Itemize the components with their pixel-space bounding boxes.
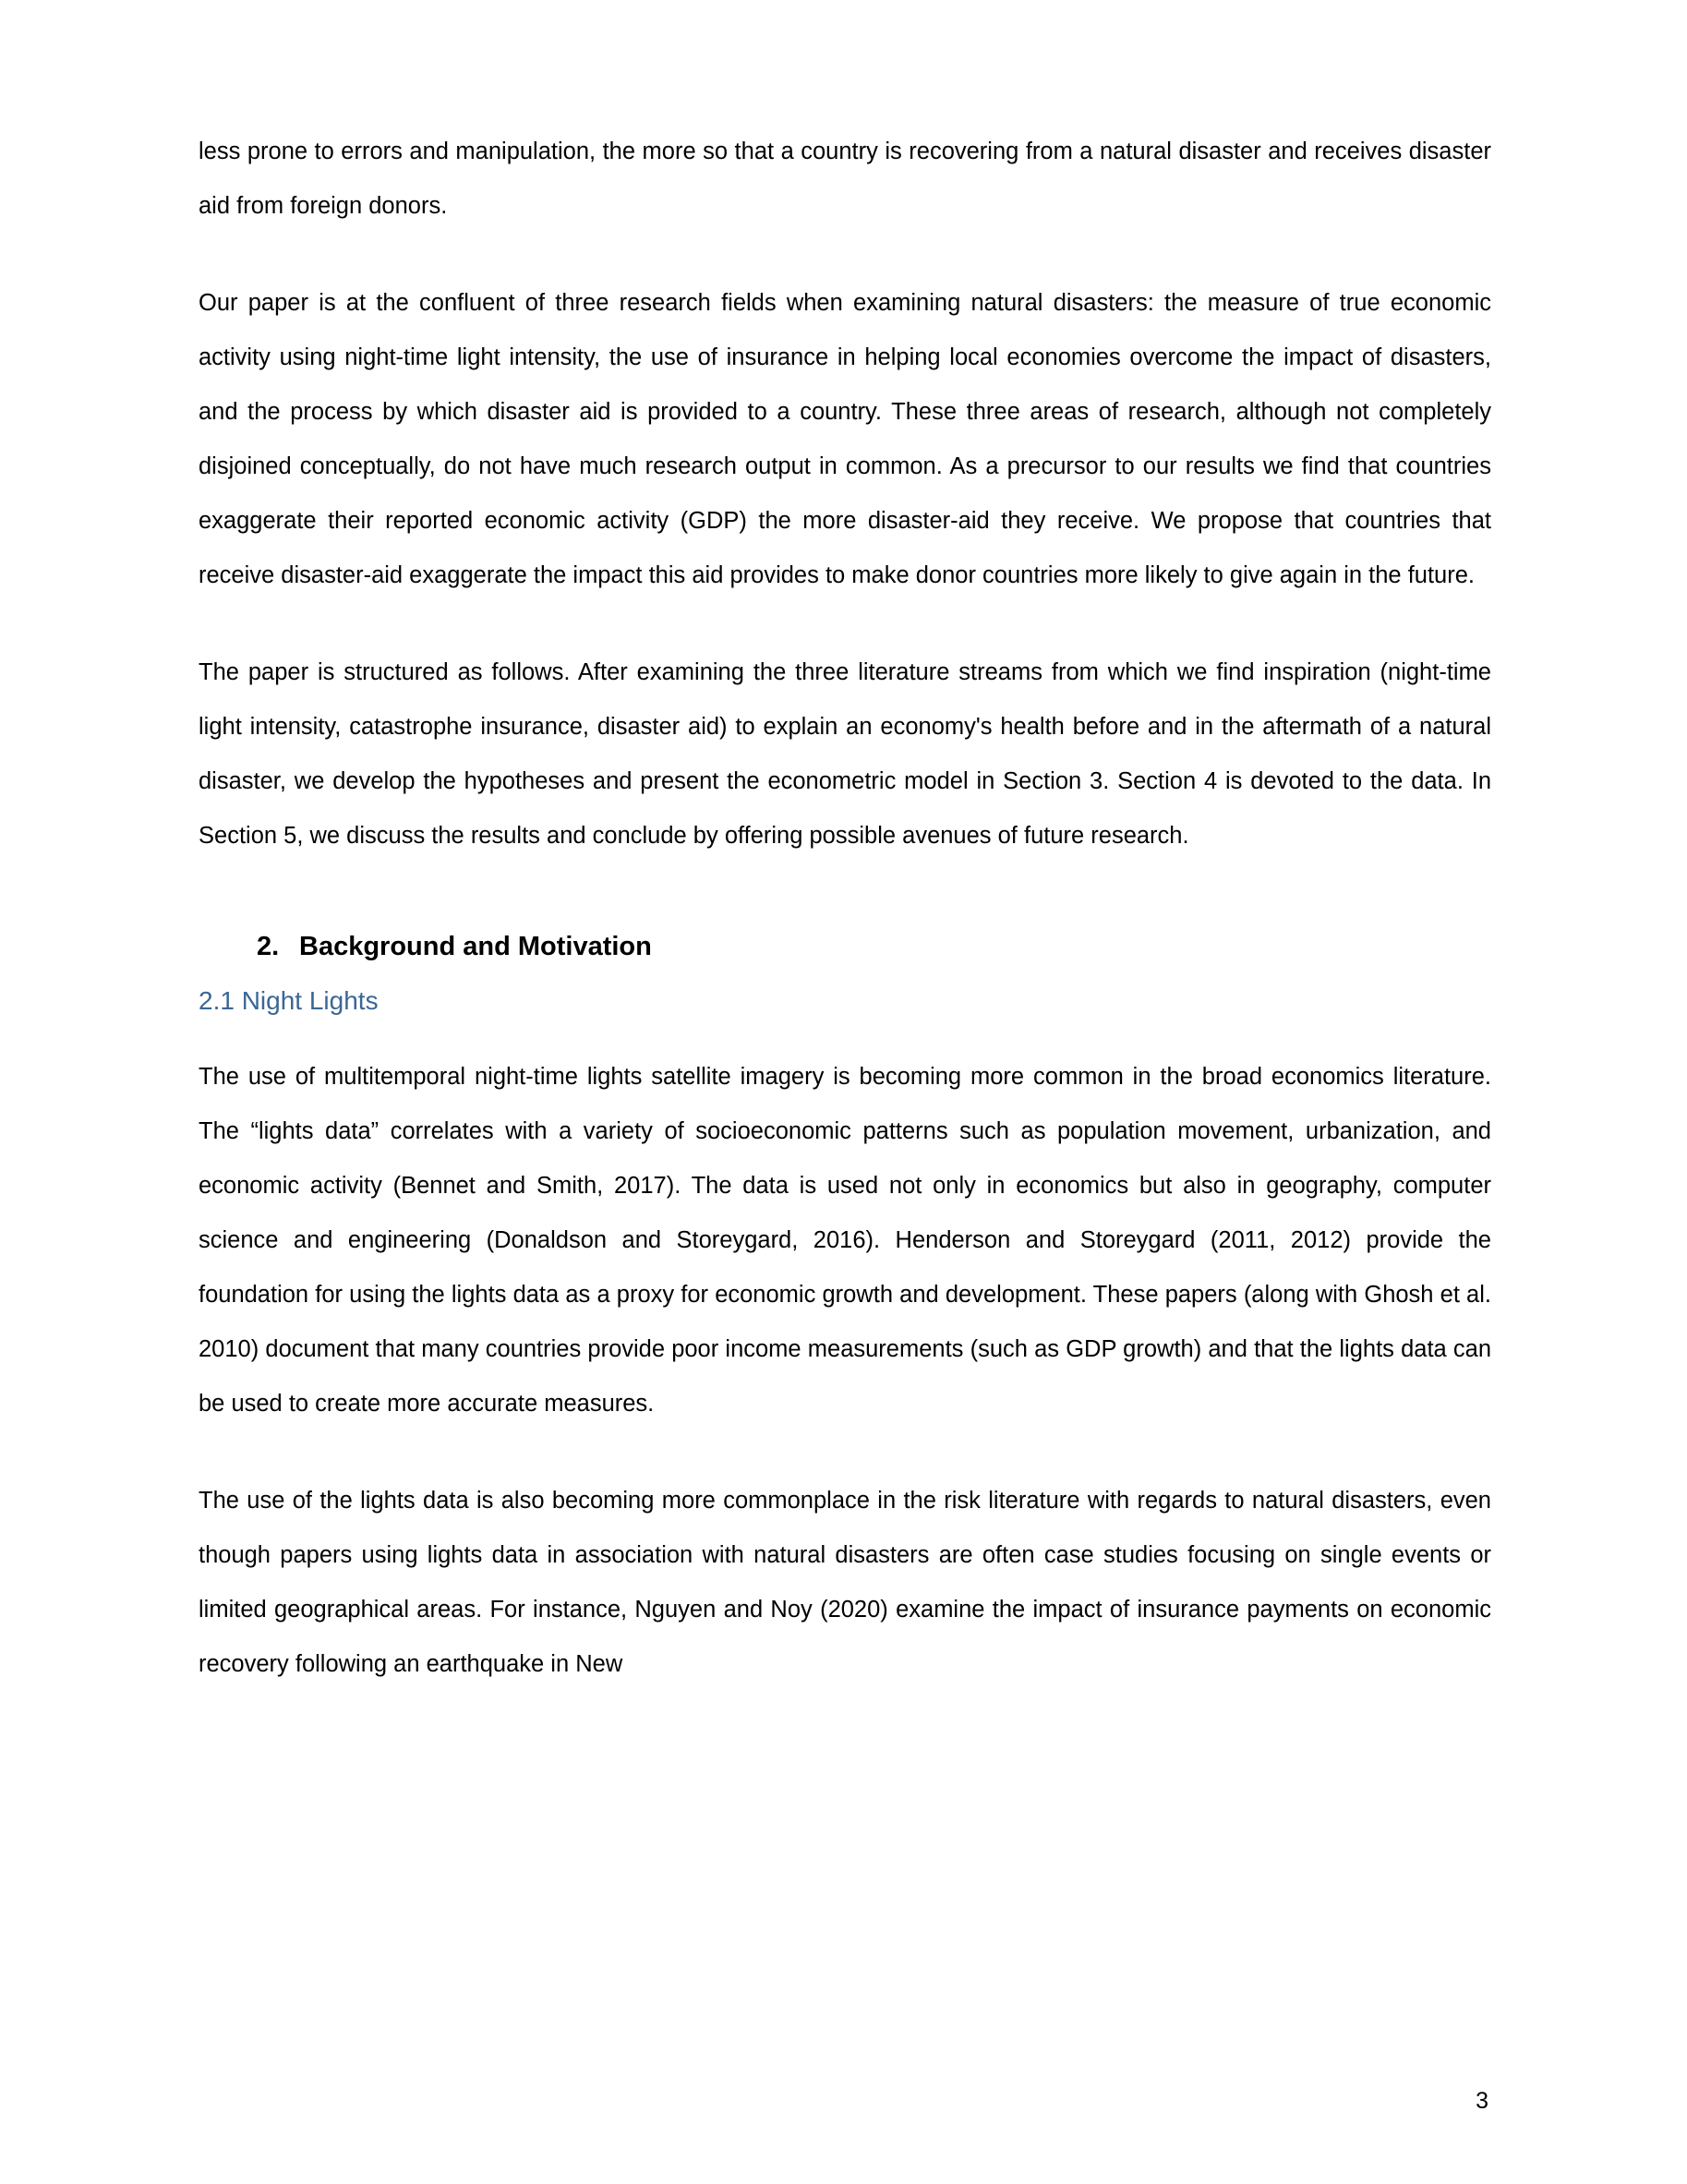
- heading-spacer: [199, 906, 1491, 923]
- section-heading-background-and-motivation: [199, 923, 1491, 971]
- subsection-heading-night-lights: 2.1 Night Lights: [199, 986, 379, 1015]
- section-title: Background and Motivation: [299, 932, 652, 961]
- paragraph-lights-data-risk-literature: The use of the lights data is also becoming more commonplace in the risk literature with regards to natural disasters, even though papers using lights data in association with natural disasters are often case studies focusing on single events or limited geographical areas. For instance, Nguyen and Noy (2020) examine the impact of insurance payments on economic recovery following an earthquake in New: [199, 1488, 1491, 1677]
- paragraph-intro-continued: less prone to errors and manipulation, the more so that a country is recovering from a natural disaster and receives disaster aid from foreign donors.: [199, 139, 1491, 219]
- page-number: 3: [1476, 2088, 1488, 2114]
- page-content: [199, 125, 1491, 1692]
- paragraph-night-lights-literature: The use of multitemporal night-time lights satellite imagery is becoming more common in the broad economics literature. The “lights data” correlates with a variety of socioeconomic patterns such as population movement, urbanization, and economic activity (Bennet and Smith, 2017). The data is used not only in economics but also in geography, computer science and engineering (Donaldson and Storeygard, 2016). Henderson and Storeygard (2011, 2012) provide the foundation for using the lights data as a proxy for economic growth and development. These papers (along with Ghosh et al. 2010) document that many countries provide poor income measurements (such as GDP growth) and that the lights data can be used to create more accurate measures.: [199, 1064, 1491, 1417]
- paragraph-paper-structure: The paper is structured as follows. After examining the three literature streams from which we find inspiration (night-time light intensity, catastrophe insurance, disaster aid) to explain an economy's health before and in the aftermath of a natural disaster, we develop the hypotheses and present the econometric model in Section 3. Section 4 is devoted to the data. In Section 5, we discuss the results and conclude by offering possible avenues of future research.: [199, 659, 1491, 849]
- section-number: 2.: [257, 932, 280, 961]
- paragraph-research-fields: Our paper is at the confluent of three research fields when examining natural disasters: the measure of true economic activity using night-time light intensity, the use of insurance in helping local economies overcome the impact of disasters, and the process by which disaster aid is provided to a country. These three areas of research, although not completely disjoined conceptually, do not have much research output in common. As a precursor to our results we find that countries exaggerate their reported economic activity (GDP) the more disaster-aid they receive. We propose that countries that receive disaster-aid exaggerate the impact this aid provides to make donor countries more likely to give again in the future.: [199, 290, 1491, 588]
